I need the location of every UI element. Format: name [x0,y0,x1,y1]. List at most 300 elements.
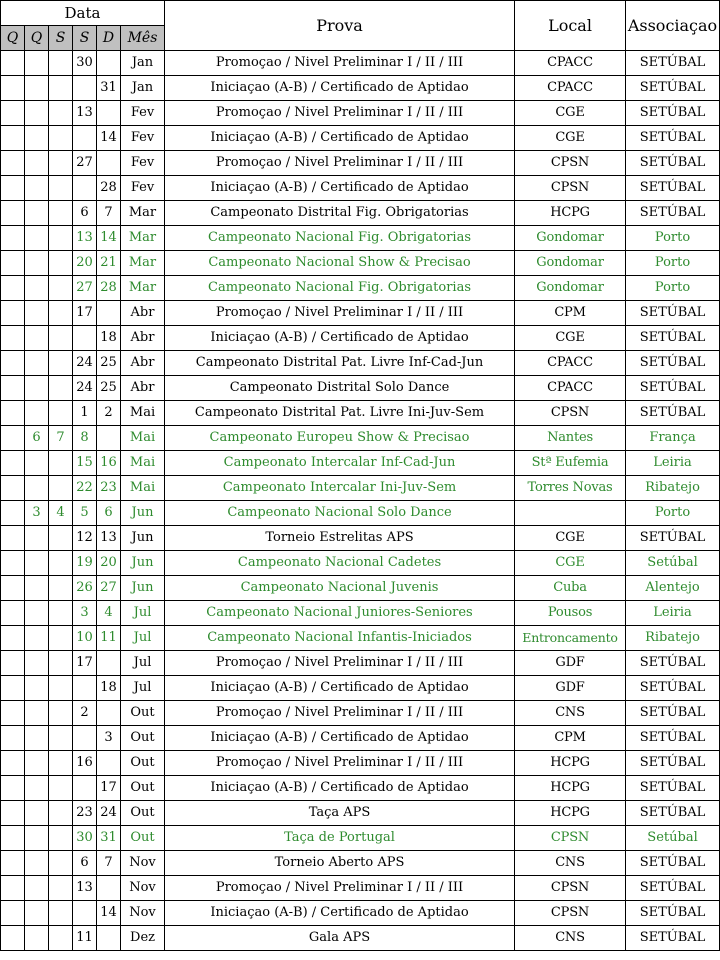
cell-month: Mar [121,201,165,226]
cell-day-d: 7 [97,851,121,876]
cell-day-s2: 13 [73,226,97,251]
cell-association: SETÚBAL [626,76,720,101]
cell-month: Jul [121,601,165,626]
cell-event: Promoçao / Nivel Preliminar I / II / III [165,876,515,901]
cell-day-s1 [49,676,73,701]
table-row [1,576,720,601]
cell-event: Campeonato Nacional Cadetes [165,551,515,576]
cell-month: Jun [121,526,165,551]
table-body [1,51,720,951]
cell-day-s2: 13 [73,876,97,901]
cell-location: HCPG [515,801,626,826]
table-row [1,426,720,451]
cell-month: Out [121,751,165,776]
cell-association: SETÚBAL [626,726,720,751]
cell-day-q1 [1,101,25,126]
cell-location: CNS [515,701,626,726]
table-row [1,601,720,626]
cell-day-s2: 22 [73,476,97,501]
cell-day-q2 [25,751,49,776]
cell-month: Nov [121,851,165,876]
cell-association: SETÚBAL [626,201,720,226]
cell-day-q2 [25,401,49,426]
cell-month: Abr [121,376,165,401]
cell-day-s2: 24 [73,351,97,376]
cell-event: Taça APS [165,801,515,826]
cell-day-s1 [49,451,73,476]
cell-location: GDF [515,676,626,701]
table-row [1,401,720,426]
cell-association: SETÚBAL [626,526,720,551]
cell-location: CPACC [515,51,626,76]
cell-event: Campeonato Nacional Juniores-Seniores [165,601,515,626]
table-row [1,301,720,326]
table-row [1,651,720,676]
cell-day-s1 [49,226,73,251]
cell-day-s2: 5 [73,501,97,526]
cell-day-q2: 6 [25,426,49,451]
cell-day-q1 [1,201,25,226]
cell-association: Porto [626,276,720,301]
cell-day-q1 [1,826,25,851]
cell-day-s2: 19 [73,551,97,576]
cell-event: Promoçao / Nivel Preliminar I / II / III [165,301,515,326]
cell-day-q2 [25,626,49,651]
cell-day-q1 [1,776,25,801]
cell-day-d: 14 [97,901,121,926]
table-row [1,126,720,151]
table-row [1,451,720,476]
cell-location: CPACC [515,376,626,401]
cell-event: Iniciaçao (A-B) / Certificado de Aptidao [165,726,515,751]
cell-month: Dez [121,926,165,951]
cell-day-q2: 3 [25,501,49,526]
cell-event: Campeonato Intercalar Inf-Cad-Jun [165,451,515,476]
cell-day-q2 [25,576,49,601]
cell-event: Promoçao / Nivel Preliminar I / II / III [165,101,515,126]
cell-event: Iniciaçao (A-B) / Certificado de Aptidao [165,76,515,101]
cell-event: Iniciaçao (A-B) / Certificado de Aptidao [165,676,515,701]
table-row [1,851,720,876]
cell-day-q1 [1,751,25,776]
cell-day-s1 [49,51,73,76]
cell-day-s2: 15 [73,451,97,476]
cell-association: SETÚBAL [626,301,720,326]
cell-day-d [97,876,121,901]
cell-day-s1 [49,276,73,301]
cell-day-d: 2 [97,401,121,426]
cell-location: CPSN [515,826,626,851]
cell-day-s1 [49,726,73,751]
cell-month: Fev [121,151,165,176]
table-row [1,901,720,926]
table-row [1,51,720,76]
table-row [1,926,720,951]
cell-event: Campeonato Distrital Pat. Livre Inf-Cad-Jun [165,351,515,376]
cell-day-d: 13 [97,526,121,551]
cell-month: Abr [121,326,165,351]
cell-location: Cuba [515,576,626,601]
cell-day-q1 [1,301,25,326]
cell-association: SETÚBAL [626,651,720,676]
cell-day-q1 [1,376,25,401]
cell-day-s1 [49,851,73,876]
cell-location: CGE [515,101,626,126]
cell-association: SETÚBAL [626,176,720,201]
table-row [1,801,720,826]
cell-day-d [97,151,121,176]
cell-location: HCPG [515,201,626,226]
table-row [1,76,720,101]
cell-day-d: 11 [97,626,121,651]
cell-day-q1 [1,601,25,626]
cell-day-d: 28 [97,176,121,201]
cell-location: CPACC [515,351,626,376]
cell-day-d: 31 [97,76,121,101]
cell-month: Out [121,701,165,726]
table-row [1,376,720,401]
cell-association: SETÚBAL [626,376,720,401]
cell-day-q1 [1,226,25,251]
cell-day-d [97,926,121,951]
cell-day-q1 [1,551,25,576]
cell-day-s2 [73,676,97,701]
cell-day-s1 [49,251,73,276]
cell-day-s2: 27 [73,276,97,301]
cell-day-q1 [1,251,25,276]
cell-day-s1 [49,76,73,101]
cell-day-d: 21 [97,251,121,276]
header-local: Local [515,1,626,51]
cell-month: Jun [121,551,165,576]
cell-day-d: 6 [97,501,121,526]
cell-day-q1 [1,726,25,751]
cell-month: Abr [121,351,165,376]
cell-location: CPSN [515,401,626,426]
header-day-q1: Q [1,26,25,51]
cell-day-s2: 3 [73,601,97,626]
table-row [1,251,720,276]
cell-day-s1: 7 [49,426,73,451]
cell-location: Torres Novas [515,476,626,501]
cell-location: Gondomar [515,251,626,276]
cell-location: CPACC [515,76,626,101]
cell-location: HCPG [515,776,626,801]
cell-day-s1 [49,701,73,726]
table-row [1,826,720,851]
header-mes: Mês [121,26,165,51]
cell-event: Promoçao / Nivel Preliminar I / II / III [165,751,515,776]
cell-location: CGE [515,326,626,351]
cell-day-q1 [1,901,25,926]
cell-location: GDF [515,651,626,676]
cell-day-q2 [25,826,49,851]
cell-event: Campeonato Nacional Fig. Obrigatorias [165,276,515,301]
cell-day-s2: 8 [73,426,97,451]
cell-location: CPM [515,726,626,751]
cell-association: SETÚBAL [626,126,720,151]
table-row [1,876,720,901]
cell-day-s1 [49,301,73,326]
cell-day-d: 14 [97,126,121,151]
cell-day-q2 [25,226,49,251]
cell-day-d: 16 [97,451,121,476]
cell-day-q2 [25,126,49,151]
cell-association: Leiria [626,451,720,476]
cell-day-q2 [25,901,49,926]
cell-day-s2: 16 [73,751,97,776]
cell-day-s1 [49,876,73,901]
cell-day-s1 [49,326,73,351]
cell-day-s2: 13 [73,101,97,126]
cell-event: Torneio Aberto APS [165,851,515,876]
cell-day-s2: 30 [73,51,97,76]
cell-association: SETÚBAL [626,676,720,701]
cell-event: Iniciaçao (A-B) / Certificado de Aptidao [165,776,515,801]
header-data: Data [1,1,165,26]
cell-month: Mar [121,251,165,276]
cell-location: HCPG [515,751,626,776]
cell-event: Campeonato Intercalar Ini-Juv-Sem [165,476,515,501]
cell-location: CPSN [515,901,626,926]
cell-day-q2 [25,701,49,726]
cell-month: Mar [121,276,165,301]
cell-month: Mai [121,401,165,426]
cell-day-q1 [1,151,25,176]
cell-month: Mai [121,451,165,476]
cell-day-q1 [1,351,25,376]
cell-association: SETÚBAL [626,876,720,901]
cell-event: Campeonato Europeu Show & Precisao [165,426,515,451]
table-row [1,351,720,376]
cell-day-s1 [49,201,73,226]
cell-day-d: 3 [97,726,121,751]
cell-day-s2: 30 [73,826,97,851]
table-row [1,726,720,751]
cell-day-d: 27 [97,576,121,601]
cell-association: SETÚBAL [626,851,720,876]
cell-day-d: 31 [97,826,121,851]
cell-association: SETÚBAL [626,801,720,826]
cell-day-d: 25 [97,351,121,376]
cell-day-s1 [49,126,73,151]
header-day-s2: S [73,26,97,51]
cell-location: CGE [515,526,626,551]
cell-location: CPSN [515,876,626,901]
cell-month: Jul [121,626,165,651]
cell-day-q1 [1,76,25,101]
cell-association: SETÚBAL [626,51,720,76]
cell-location: CNS [515,851,626,876]
cell-month: Nov [121,876,165,901]
cell-event: Campeonato Distrital Solo Dance [165,376,515,401]
cell-day-d [97,651,121,676]
cell-day-q2 [25,276,49,301]
cell-day-s2: 17 [73,301,97,326]
cell-association: Leiria [626,601,720,626]
cell-location: Entroncamento [515,626,626,651]
cell-day-q2 [25,76,49,101]
cell-day-d: 25 [97,376,121,401]
cell-day-d: 17 [97,776,121,801]
table-row [1,276,720,301]
cell-association: Setúbal [626,826,720,851]
cell-day-q1 [1,876,25,901]
cell-day-q1 [1,801,25,826]
cell-day-q1 [1,476,25,501]
cell-day-d [97,51,121,76]
table-header [1,1,720,51]
cell-day-s1 [49,526,73,551]
cell-location: Gondomar [515,226,626,251]
table-row [1,551,720,576]
cell-association: SETÚBAL [626,926,720,951]
cell-day-q1 [1,526,25,551]
cell-location: CPSN [515,151,626,176]
cell-day-q2 [25,851,49,876]
cell-event: Iniciaçao (A-B) / Certificado de Aptidao [165,326,515,351]
cell-day-s2: 23 [73,801,97,826]
cell-day-s2 [73,901,97,926]
cell-event: Iniciaçao (A-B) / Certificado de Aptidao [165,901,515,926]
cell-association: SETÚBAL [626,401,720,426]
cell-day-q1 [1,126,25,151]
cell-day-s2 [73,726,97,751]
cell-day-s2: 17 [73,651,97,676]
cell-day-q2 [25,801,49,826]
cell-day-q1 [1,426,25,451]
cell-event: Iniciaçao (A-B) / Certificado de Aptidao [165,176,515,201]
cell-location: CNS [515,926,626,951]
cell-event: Campeonato Nacional Show & Precisao [165,251,515,276]
cell-day-q2 [25,926,49,951]
cell-day-q2 [25,176,49,201]
cell-association: Setúbal [626,551,720,576]
cell-day-s1 [49,826,73,851]
cell-day-s1 [49,351,73,376]
cell-association: Porto [626,226,720,251]
cell-location: CGE [515,126,626,151]
cell-association: Porto [626,501,720,526]
cell-event: Torneio Estrelitas APS [165,526,515,551]
cell-event: Campeonato Nacional Fig. Obrigatorias [165,226,515,251]
cell-day-s2 [73,776,97,801]
cell-day-d [97,751,121,776]
cell-event: Promoçao / Nivel Preliminar I / II / III [165,51,515,76]
cell-month: Fev [121,176,165,201]
cell-day-d: 28 [97,276,121,301]
cell-day-s1 [49,926,73,951]
cell-month: Jun [121,501,165,526]
cell-event: Promoçao / Nivel Preliminar I / II / III [165,151,515,176]
cell-event: Promoçao / Nivel Preliminar I / II / III [165,701,515,726]
cell-association: França [626,426,720,451]
table-row [1,176,720,201]
cell-month: Jan [121,76,165,101]
cell-month: Abr [121,301,165,326]
cell-day-s2: 1 [73,401,97,426]
cell-month: Mai [121,476,165,501]
cell-day-q2 [25,326,49,351]
cell-month: Jan [121,51,165,76]
cell-day-s2: 6 [73,851,97,876]
cell-day-d [97,426,121,451]
cell-day-q1 [1,276,25,301]
cell-day-s1 [49,801,73,826]
cell-day-s2: 11 [73,926,97,951]
cell-day-q1 [1,326,25,351]
cell-day-q2 [25,351,49,376]
cell-event: Campeonato Nacional Solo Dance [165,501,515,526]
cell-day-q1 [1,51,25,76]
header-prova: Prova [165,1,515,51]
table-row [1,676,720,701]
cell-day-q2 [25,551,49,576]
cell-month: Out [121,726,165,751]
cell-location: CGE [515,551,626,576]
cell-day-q2 [25,201,49,226]
cell-association: Ribatejo [626,626,720,651]
cell-day-q2 [25,251,49,276]
cell-day-q1 [1,501,25,526]
cell-day-s1 [49,601,73,626]
cell-day-q1 [1,401,25,426]
cell-day-q1 [1,451,25,476]
cell-month: Mai [121,426,165,451]
cell-day-q1 [1,626,25,651]
cell-event: Campeonato Distrital Pat. Livre Ini-Juv-Sem [165,401,515,426]
cell-day-s2 [73,176,97,201]
cell-location: Gondomar [515,276,626,301]
cell-location: CPM [515,301,626,326]
cell-day-d: 7 [97,201,121,226]
header-associacao: Associaçao [626,1,720,51]
table-row [1,626,720,651]
cell-day-q2 [25,676,49,701]
cell-event: Taça de Portugal [165,826,515,851]
cell-event: Promoçao / Nivel Preliminar I / II / III [165,651,515,676]
cell-association: SETÚBAL [626,151,720,176]
cell-location: Pousos [515,601,626,626]
cell-day-q2 [25,476,49,501]
cell-day-q2 [25,301,49,326]
cell-day-s1: 4 [49,501,73,526]
cell-day-s2: 26 [73,576,97,601]
table-row [1,776,720,801]
cell-day-q1 [1,576,25,601]
cell-day-q2 [25,726,49,751]
cell-month: Out [121,776,165,801]
cell-day-q1 [1,651,25,676]
cell-month: Fev [121,126,165,151]
cell-month: Jun [121,576,165,601]
cell-day-s1 [49,901,73,926]
cell-association: Alentejo [626,576,720,601]
cell-month: Mar [121,226,165,251]
cell-month: Out [121,826,165,851]
cell-day-s2: 27 [73,151,97,176]
cell-day-s2: 10 [73,626,97,651]
table-row [1,226,720,251]
cell-day-q2 [25,601,49,626]
cell-day-s1 [49,576,73,601]
cell-location: Nantes [515,426,626,451]
cell-day-s1 [49,551,73,576]
cell-day-q1 [1,676,25,701]
table-row [1,701,720,726]
cell-event: Campeonato Distrital Fig. Obrigatorias [165,201,515,226]
cell-month: Jul [121,676,165,701]
